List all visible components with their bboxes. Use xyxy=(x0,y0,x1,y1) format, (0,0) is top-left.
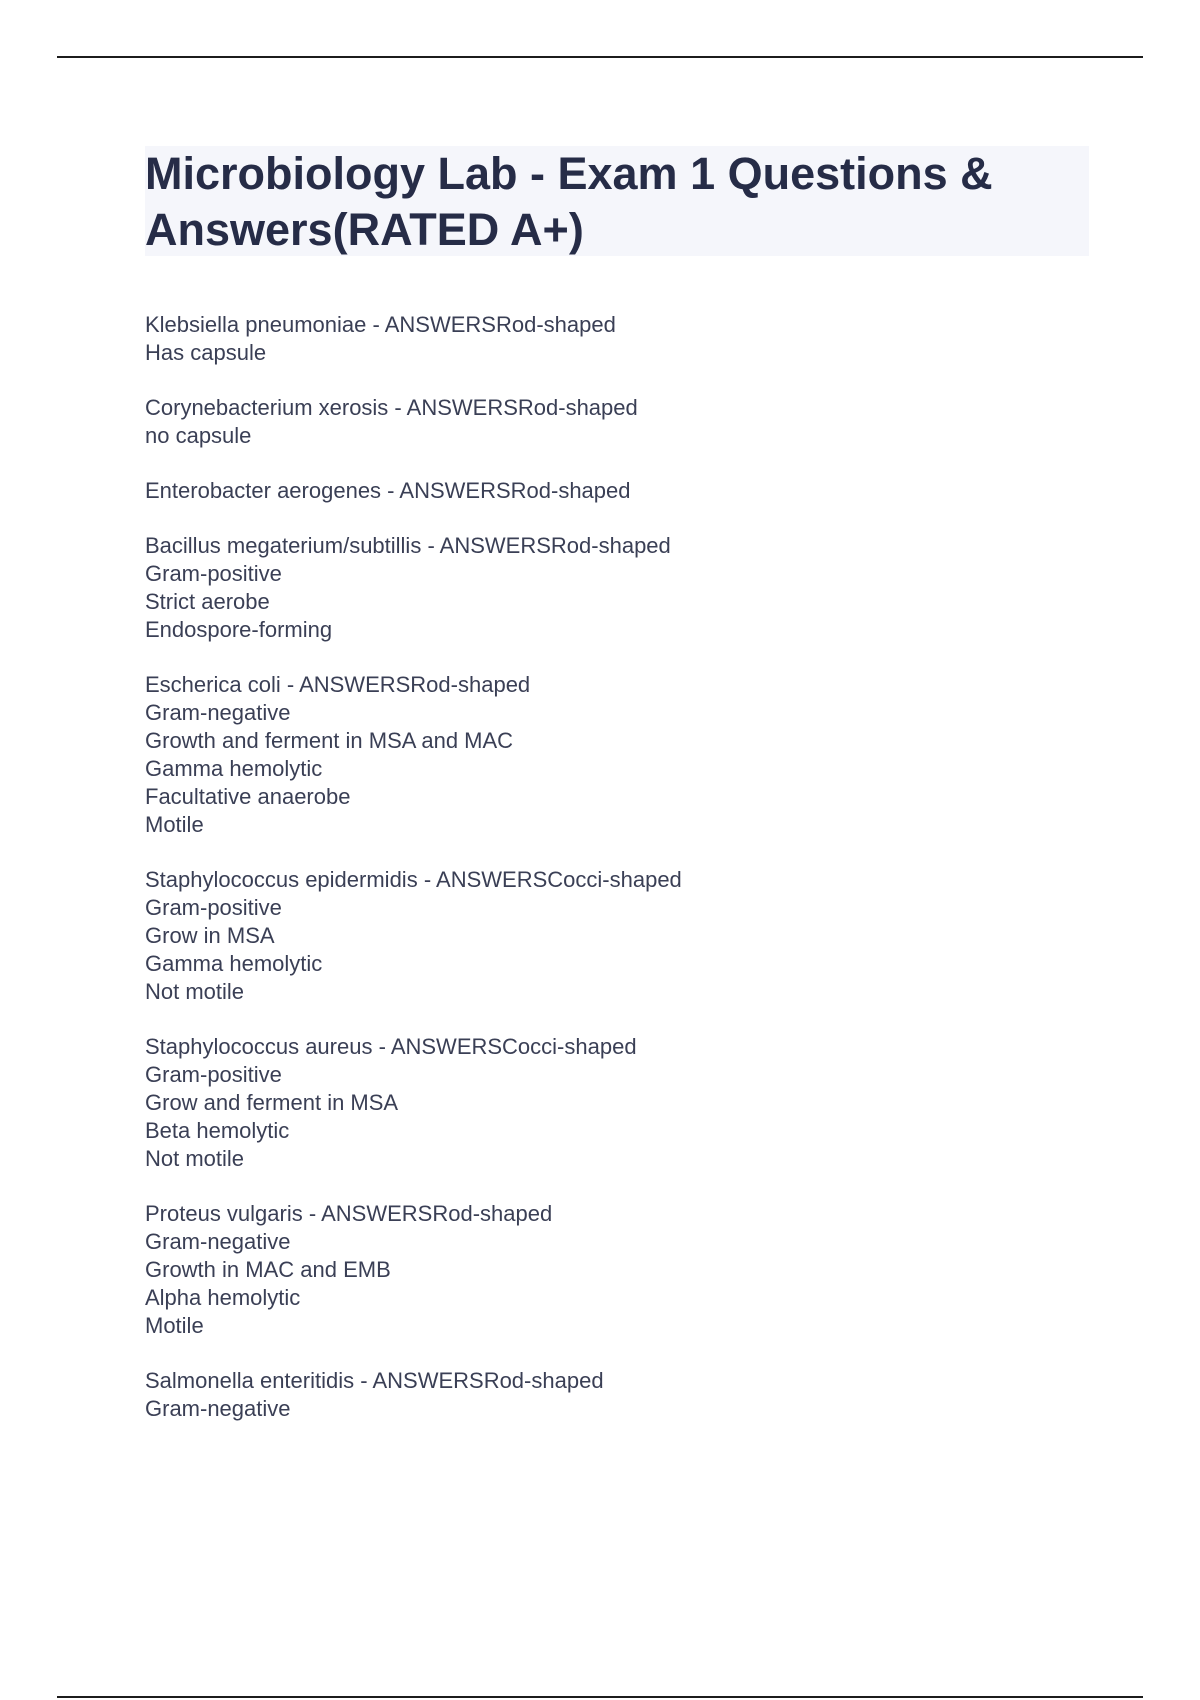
qa-item xyxy=(145,1200,1045,1340)
qa-item-heading xyxy=(145,311,1045,339)
qa-item xyxy=(145,311,1045,367)
qa-item xyxy=(145,1367,1045,1423)
qa-question: Salmonella enteritidis xyxy=(145,1368,355,1393)
header-divider xyxy=(57,56,1143,58)
qa-answer-line: Gram-positive xyxy=(145,895,282,920)
qa-question: Klebsiella pneumoniae xyxy=(145,312,367,337)
qa-separator: - xyxy=(417,867,437,892)
qa-list xyxy=(145,311,1045,1450)
qa-answer-line: Gamma hemolytic xyxy=(145,756,323,781)
title-block xyxy=(145,146,1089,256)
qa-separator: - xyxy=(280,672,300,697)
qa-answer-line: Gram-positive xyxy=(145,1062,282,1087)
qa-answer-first-line: ANSWERSRod-shaped xyxy=(406,395,638,420)
qa-item xyxy=(145,394,1045,450)
qa-item xyxy=(145,477,1045,505)
qa-separator: - xyxy=(372,1034,391,1059)
qa-separator: - xyxy=(302,1201,322,1226)
qa-separator: - xyxy=(421,533,440,558)
qa-answer-line: Gram-negative xyxy=(145,700,291,725)
qa-answer-line: Gamma hemolytic xyxy=(145,951,323,976)
qa-item xyxy=(145,1033,1045,1173)
qa-answer-line: Facultative anaerobe xyxy=(145,784,351,809)
qa-answer-line: Gram-negative xyxy=(145,1396,291,1421)
qa-question: Escherica coli xyxy=(145,672,281,697)
qa-item xyxy=(145,671,1045,839)
qa-question: Bacillus megaterium/subtillis xyxy=(145,533,422,558)
qa-item-heading xyxy=(145,394,1045,422)
qa-question: Corynebacterium xerosis xyxy=(145,395,389,420)
qa-answer-line: Not motile xyxy=(145,1146,245,1171)
qa-answer-line: Gram-positive xyxy=(145,561,282,586)
qa-answer-line: Alpha hemolytic xyxy=(145,1285,301,1310)
qa-answer-first-line: ANSWERSRod-shaped xyxy=(321,1201,553,1226)
qa-answer-line: no capsule xyxy=(145,423,252,448)
footer-divider xyxy=(57,1696,1143,1698)
qa-item-heading xyxy=(145,532,1045,560)
qa-answer-line: Endospore-forming xyxy=(145,617,333,642)
qa-answer-first-line: ANSWERSCocci-shaped xyxy=(390,1034,637,1059)
qa-answer-first-line: ANSWERSRod-shaped xyxy=(384,312,616,337)
qa-answer-line: Growth and ferment in MSA and MAC xyxy=(145,728,514,753)
page-title-line-1: Microbiology Lab - Exam 1 Questions & xyxy=(145,148,993,199)
qa-item-heading xyxy=(145,866,1045,894)
qa-separator: - xyxy=(388,395,407,420)
qa-question: Staphylococcus aureus xyxy=(145,1034,373,1059)
qa-answer-first-line: ANSWERSRod-shaped xyxy=(299,672,531,697)
qa-answer-first-line: ANSWERSRod-shaped xyxy=(399,478,631,503)
page-title xyxy=(145,146,1089,258)
qa-answer-line: Gram-negative xyxy=(145,1229,291,1254)
qa-answer-line: Not motile xyxy=(145,979,245,1004)
qa-item-heading xyxy=(145,1367,1045,1395)
qa-question: Proteus vulgaris xyxy=(145,1201,303,1226)
qa-item-heading xyxy=(145,671,1045,699)
qa-answer-line: Grow in MSA xyxy=(145,923,275,948)
page-title-line-2: Answers(RATED A+) xyxy=(145,204,584,255)
qa-answer-first-line: ANSWERSRod-shaped xyxy=(372,1368,604,1393)
qa-question: Enterobacter aerogenes xyxy=(145,478,382,503)
qa-answer-line: Motile xyxy=(145,812,204,837)
qa-answer-first-line: ANSWERSRod-shaped xyxy=(439,533,671,558)
qa-item xyxy=(145,866,1045,1006)
qa-separator: - xyxy=(354,1368,373,1393)
qa-separator: - xyxy=(381,478,400,503)
qa-item-heading xyxy=(145,1033,1045,1061)
qa-separator: - xyxy=(366,312,385,337)
qa-answer-line: Has capsule xyxy=(145,340,267,365)
qa-answer-line: Motile xyxy=(145,1313,204,1338)
qa-question: Staphylococcus epidermidis xyxy=(145,867,418,892)
qa-item xyxy=(145,532,1045,644)
qa-item-heading xyxy=(145,477,1045,505)
qa-answer-line: Strict aerobe xyxy=(145,589,270,614)
qa-answer-line: Beta hemolytic xyxy=(145,1118,290,1143)
qa-answer-line: Growth in MAC and EMB xyxy=(145,1257,391,1282)
qa-answer-line: Grow and ferment in MSA xyxy=(145,1090,399,1115)
qa-answer-first-line: ANSWERSCocci-shaped xyxy=(436,867,682,892)
qa-item-heading xyxy=(145,1200,1045,1228)
